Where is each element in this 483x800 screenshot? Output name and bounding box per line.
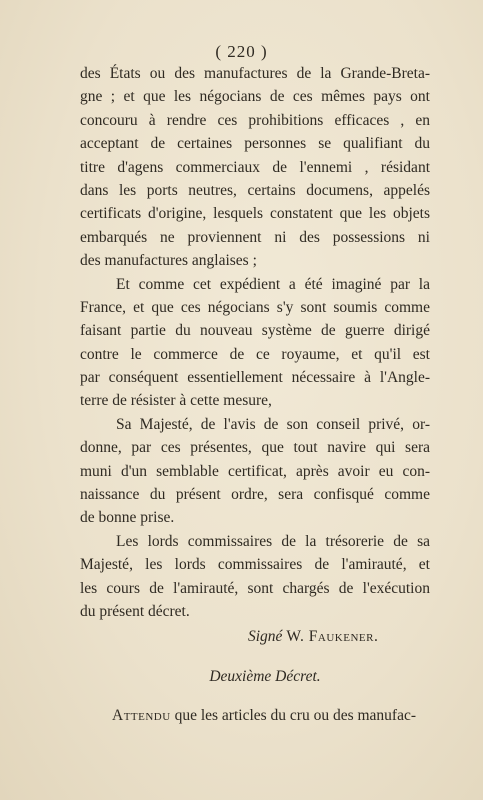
text-line: muni d'un semblable certificat, après avoir eu con-	[80, 462, 430, 480]
text-line: concouru à rendre ces prohibitions efficaces , en	[80, 111, 430, 129]
final-line-lead: Attendu	[112, 707, 171, 725]
text-line: France, et que ces négocians s'y sont soumis comme	[80, 298, 430, 316]
text-line: dans les ports neutres, certains documens, appelés	[80, 181, 430, 199]
text-line: acceptant de certaines personnes se qualifiant du	[80, 135, 430, 153]
text-line: Et comme cet expédient a été imaginé par la	[116, 275, 430, 293]
text-line: du présent décret.	[80, 602, 190, 620]
text-line: embarqués ne proviennent ni des possessions ni	[80, 228, 430, 246]
text-line: de bonne prise.	[80, 509, 175, 527]
text-line: gne ; et que les négocians de ces mêmes pays ont	[80, 88, 430, 106]
text-line: contre le commerce de ce royaume, et qu'il est	[80, 345, 430, 363]
text-line: donne, par ces présentes, que tout navire qui sera	[80, 439, 430, 457]
text-line: les cours de l'amirauté, sont chargés de l'exécution	[80, 579, 430, 597]
signature	[80, 625, 430, 648]
paragraph-1	[80, 62, 430, 273]
text-line: terre de résister à cette mesure,	[80, 392, 272, 410]
text-line: Majesté, les lords commissaires de l'amirauté, et	[80, 556, 430, 574]
text-line: certificats d'origine, lesquels constatent que les objets	[80, 205, 430, 223]
final-line	[80, 704, 430, 727]
page-number: ( 220 )	[215, 42, 268, 61]
text-line: naissance du présent ordre, sera confisqué comme	[80, 486, 430, 504]
text-line: titre d'agens commerciaux de l'ennemi , résidant	[80, 158, 430, 176]
text-line: Sa Majesté, de l'avis de son conseil privé, or-	[116, 415, 430, 433]
text-line: par conséquent essentiellement nécessaire à l'Angle-	[80, 369, 430, 387]
paragraph-2	[80, 273, 430, 413]
text-line: des manufactures anglaises ;	[80, 252, 257, 270]
final-line-rest: que les articles du cru ou des manufac-	[170, 707, 417, 725]
text-line: Les lords commissaires de la trésorerie de sa	[116, 532, 430, 550]
section-heading: Deuxième Décret.	[209, 667, 321, 685]
signature-prefix: Signé	[248, 628, 283, 646]
paragraph-3	[80, 413, 430, 530]
paragraph-4	[80, 530, 430, 624]
text-line: des États ou des manufactures de la Grande-Breta-	[80, 65, 430, 82]
text-line: faisant partie du nouveau système de guerre dirigé	[80, 322, 430, 340]
body-text	[80, 62, 430, 728]
signature-name: W. Faukener.	[286, 628, 379, 646]
